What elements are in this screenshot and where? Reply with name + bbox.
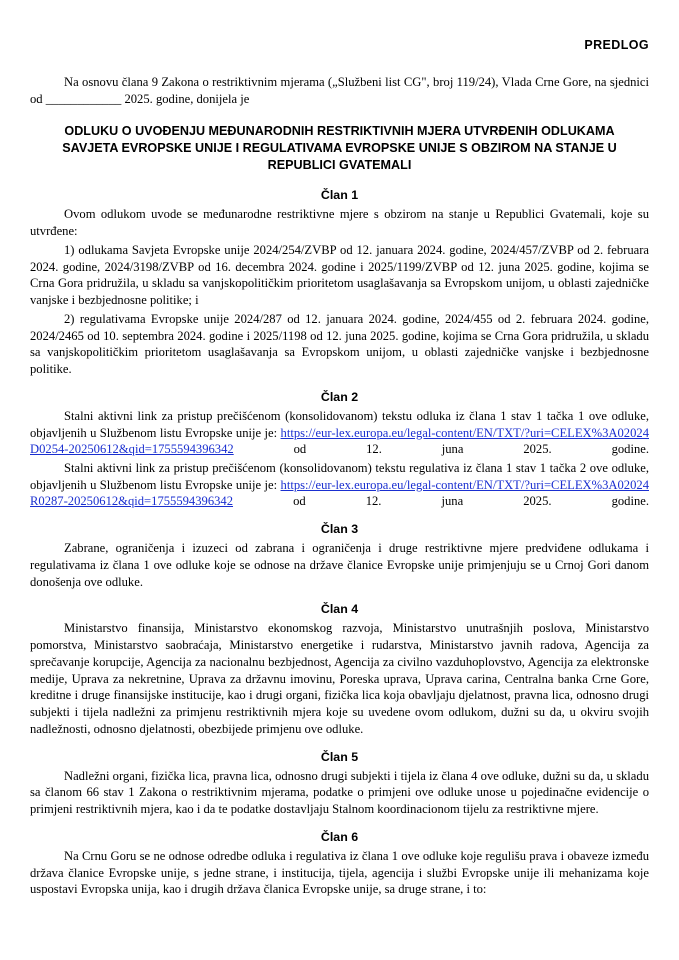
- document-header-label: PREDLOG: [584, 38, 649, 52]
- article-4-paragraph-1: Ministarstvo finansija, Ministarstvo ekonomskog razvoja, Ministarstvo unutrašnjih poslova, Ministarstvo pomorstva, Ministarstvo saobraćaja, Ministarstvo energetike i rudarstva, Ministarstvo javnih radova, Agencija za sprečavanje korupcije, Agencija za nacionalnu bezbjednost, Agencija za civilno vazduhoplovstvo, Agencija za elektronske medije, Uprava za nekretnine, Uprava za državnu imovinu, Poreska uprava, Uprava carina, Centralna banka Crne Gore, kreditne i druge finansijske institucije, kao i drugi organi, fizička lica koja obavljaju djelatnost, pravna lica, odnosno drugi subjekti i tijela nadležni za primjenu restriktivnih mjera koje su uvedene ovom odlukom, dužni su da, u okviru svojih nadležnosti, odnosno djelatnosti, obezbijede primjenu ove odluke.: [30, 621, 649, 736]
- document-title: ODLUKU O UVOĐENJU MEĐUNARODNIH RESTRIKTIVNIH MJERA UTVRĐENIH ODLUKAMA SAVJETA EVROPSKE UNIJE I REGULATIVAMA EVROPSKE UNIJE S OBZIROM NA STANJE U REPUBLICI GVATEMALI: [62, 124, 617, 173]
- article-2-paragraph-2: [30, 460, 649, 510]
- article-2-link-1-suffix: od 12. juna 2025. godine.: [293, 442, 649, 457]
- article-1-heading: Član 1: [320, 188, 359, 203]
- article-5-heading: Član 5: [320, 749, 359, 764]
- article-1-paragraph-3: 2) regulativama Evropske unije 2024/287 od 12. januara 2024. godine, 2024/455 od 2. februara 2024. godine, 2024/2465 od 10. septembra 2024. godine i 2025/1198 od 12. juna 2025. godine, kojima se Crna Gora pridružila, u skladu sa vanjskopolitičkim prioritetom usaglašavanja sa Evropskom unijom, u oblasti zajedničke vanjske i bezbjednosne politike.: [30, 311, 649, 377]
- article-1-paragraph-2: 1) odlukama Savjeta Evropske unije 2024/254/ZVBP od 12. januara 2024. godine, 2024/457/ZVBP od 2. februara 2024. godine, 2024/3198/ZVBP od 16. decembra 2024. godine i 2025/1199/ZVBP od 12. juna 2025. godine, kojima se Crna Gora pridružila, u skladu sa vanjskopolitičkim prioritetom usaglašavanja sa Evropskom unijom, u oblasti zajedničke vanjske i bezbjednosne politike; i: [30, 242, 649, 308]
- article-3-heading: Član 3: [320, 522, 359, 537]
- article-3-paragraph-1: Zabrane, ograničenja i izuzeci od zabrana i ograničenja i druge restriktivne mjere predviđene odlukama i regulativama iz člana 1 ove odluke koje se odnose na države članice Evropske unije primjenjuju se u Crnoj Gori danom donošenja ove odluke.: [30, 541, 649, 589]
- article-2-text-1: Stalni aktivni link za pristup prečišćenom (konsolidovanom) tekstu odluka iz člana 1 stav 1 tačka 1 ove odluke, objavljenih u Službenom listu Evropske unije je:: [30, 408, 649, 440]
- article-4-heading: Član 4: [320, 602, 359, 617]
- preamble-paragraph: Na osnovu člana 9 Zakona o restriktivnim mjerama („Službeni list CG", broj 119/24), Vlada Crne Gore, na sjednici od ____________ 2025. godine, donijela je: [30, 75, 649, 106]
- article-6-heading: Član 6: [320, 829, 359, 844]
- article-2-text-2: Stalni aktivni link za pristup prečišćenom (konsolidovanom) tekstu regulativa iz člana 1 stav 1 tačka 2 ove odluke, objavljenih u Službenom listu Evropske unije je:: [30, 461, 649, 492]
- eurlex-link-decisions[interactable]: https://eur-lex.europa.eu/legal-content/EN/TXT/?uri=CELEX%3A02024D0254-20250612&qid=1755594396342: [30, 425, 649, 457]
- article-6-paragraph-1: Na Crnu Goru se ne odnose odredbe odluka i regulativa iz člana 1 ove odluke koje regulišu prava i obaveze između država članice Evropske unije, s jedne strane, i institucija, tijela, agencija i službi Evropske unije ili mehanizama koje uspostavi Evropska unija, kao i drugih država članica Evropske unije, sa druge strane, i to:: [30, 848, 649, 897]
- article-2-paragraph-1: [30, 408, 649, 458]
- article-2-heading: Član 2: [320, 389, 359, 404]
- article-2-link-2-suffix: od 12. juna 2025. godine.: [293, 494, 649, 509]
- article-5-paragraph-1: Nadležni organi, fizička lica, pravna lica, odnosno drugi subjekti i tijela iz člana 4 ove odluke, dužni su da, u skladu sa članom 66 stav 1 Zakona o restriktivnim mjerama, podatke o primjeni ove odluke unose u pojedinačne evidencije o primjeni restriktivnih mjera, kao i da te podatke dostavljaju Stalnom koordinacionom tijelu za restriktivne mjere.: [30, 768, 649, 817]
- eurlex-link-regulations[interactable]: https://eur-lex.europa.eu/legal-content/EN/TXT/?uri=CELEX%3A02024R0287-20250612&qid=1755594396342: [30, 477, 649, 509]
- article-1-paragraph-1: Ovom odlukom uvode se međunarodne restriktivne mjere s obzirom na stanje u Republici Gvatemali, koje su utvrđene:: [30, 207, 649, 239]
